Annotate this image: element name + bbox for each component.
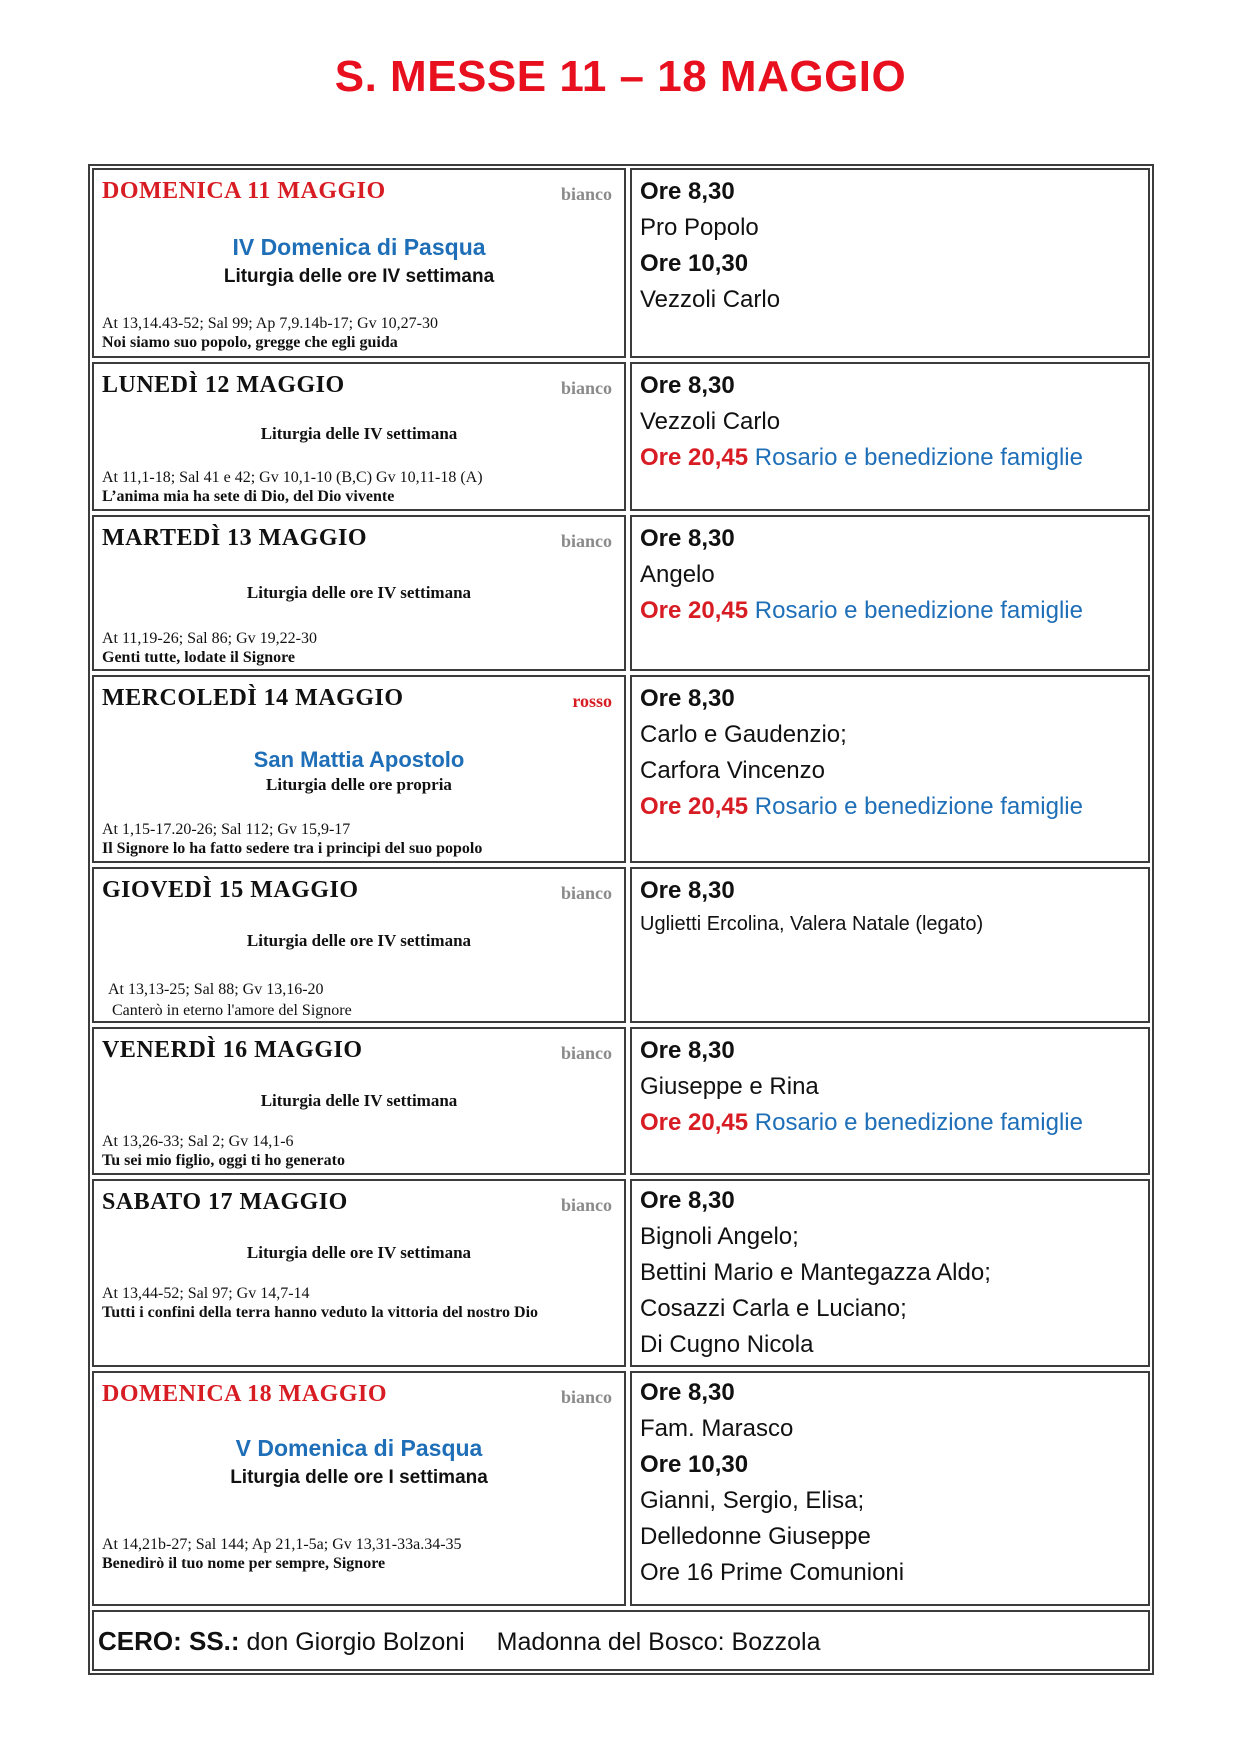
- mass-cell-sabato-17: [630, 1179, 1150, 1367]
- extra-event: Ore 16 Prime Comunioni: [640, 1559, 905, 1586]
- day-cell-mercoledi-14: [92, 675, 626, 863]
- mass-intention: Pro Popolo: [640, 214, 759, 241]
- rosary-time: Ore 20,45: [640, 444, 749, 471]
- feast-title: V Domenica di Pasqua: [235, 1435, 483, 1461]
- mass-intention: Cosazzi Carla e Luciano;: [640, 1295, 907, 1322]
- day-cell-martedi-13: [92, 515, 626, 671]
- day-cell-venerdi-16: [92, 1027, 626, 1175]
- rosary-text: Rosario e benedizione famiglie: [754, 444, 1083, 471]
- mass-cell-lunedi-12: [630, 362, 1150, 511]
- mass-intention: Giuseppe e Rina: [640, 1073, 819, 1100]
- day-cell-lunedi-12: [92, 362, 626, 511]
- rosary-line: [640, 597, 1142, 625]
- mass-cell-venerdi-16: [630, 1027, 1150, 1175]
- mass-cell-mercoledi-14: [630, 675, 1150, 863]
- readings: At 13,13-25; Sal 88; Gv 13,16-20: [108, 981, 324, 998]
- page-title: S. MESSE 11 – 18 MAGGIO: [334, 52, 907, 101]
- liturgical-color: bianco: [560, 883, 612, 903]
- antiphon: Canterò in eterno l'amore del Signore: [112, 1002, 352, 1019]
- readings: At 11,1-18; Sal 41 e 42; Gv 10,1-10 (B,C) Gv 10,11-18 (A): [102, 469, 483, 486]
- mass-intention: Gianni, Sergio, Elisa;: [640, 1487, 865, 1514]
- liturgical-color: bianco: [560, 1195, 612, 1215]
- cero-footer: [92, 1610, 1150, 1671]
- readings: At 1,15-17.20-26; Sal 112; Gv 15,9-17: [102, 821, 351, 838]
- liturgical-color: bianco: [560, 378, 612, 398]
- readings: At 13,26-33; Sal 2; Gv 14,1-6: [102, 1133, 294, 1150]
- mass-cell-giovedi-15: [630, 867, 1150, 1023]
- cero-ss-name: don Giorgio Bolzoni: [246, 1628, 465, 1656]
- mass-time: Ore 10,30: [640, 250, 749, 277]
- mass-intention: Di Cugno Nicola: [640, 1331, 814, 1358]
- rosary-line: [640, 1109, 1142, 1137]
- readings: At 14,21b-27; Sal 144; Ap 21,1-5a; Gv 13,31-33a.34-35: [102, 1536, 462, 1553]
- liturgy-label: Liturgia delle ore IV settimana: [223, 266, 495, 287]
- mass-intention: Bignoli Angelo;: [640, 1223, 799, 1250]
- cero-line: [98, 1626, 820, 1657]
- liturgy-label: Liturgia delle ore IV settimana: [246, 1243, 472, 1262]
- antiphon: L’anima mia ha sete di Dio, del Dio vivente: [102, 488, 395, 505]
- liturgy-label: Liturgia delle ore I settimana: [230, 1467, 488, 1488]
- day-title: DOMENICA 18 MAGGIO: [102, 1381, 387, 1407]
- mass-intention: Angelo: [640, 561, 715, 588]
- liturgical-color: bianco: [560, 184, 612, 204]
- liturgical-color: bianco: [560, 1043, 612, 1063]
- day-cell-giovedi-15: [92, 867, 626, 1023]
- feast-title: IV Domenica di Pasqua: [232, 234, 486, 260]
- rosary-time: Ore 20,45: [640, 1109, 749, 1136]
- antiphon: Tutti i confini della terra hanno veduto la vittoria del nostro Dio: [102, 1304, 539, 1321]
- cero-madonna-label: Madonna del Bosco:: [496, 1628, 725, 1656]
- cero-label: CERO: SS.:: [98, 1626, 240, 1656]
- liturgy-label: Liturgia delle ore IV settimana: [246, 931, 472, 950]
- liturgy-label: Liturgia delle IV settimana: [260, 1091, 458, 1110]
- antiphon: Genti tutte, lodate il Signore: [102, 649, 296, 666]
- readings: At 13,14.43-52; Sal 99; Ap 7,9.14b-17; Gv 10,27-30: [102, 315, 438, 332]
- cero-madonna-name: Bozzola: [731, 1628, 821, 1656]
- mass-intention: Vezzoli Carlo: [640, 408, 781, 435]
- day-title: MERCOLEDÌ 14 MAGGIO: [102, 685, 404, 711]
- mass-cell-martedi-13: [630, 515, 1150, 671]
- liturgy-label: Liturgia delle ore IV settimana: [246, 583, 472, 602]
- day-title: DOMENICA 11 MAGGIO: [102, 178, 386, 204]
- mass-time: Ore 8,30: [640, 372, 735, 399]
- day-cell-domenica-18: [92, 1371, 626, 1606]
- rosary-text: Rosario e benedizione famiglie: [754, 1109, 1083, 1136]
- mass-time: Ore 8,30: [640, 1037, 735, 1064]
- day-title: GIOVEDÌ 15 MAGGIO: [102, 877, 359, 903]
- antiphon: Tu sei mio figlio, oggi ti ho generato: [102, 1152, 345, 1169]
- mass-intention: Carlo e Gaudenzio;: [640, 721, 847, 748]
- mass-time: Ore 8,30: [640, 1187, 735, 1214]
- mass-intention: Carfora Vincenzo: [640, 757, 825, 784]
- mass-time: Ore 10,30: [640, 1451, 749, 1478]
- readings: At 13,44-52; Sal 97; Gv 14,7-14: [102, 1285, 310, 1302]
- rosary-time: Ore 20,45: [640, 793, 749, 820]
- mass-intention: Fam. Marasco: [640, 1415, 794, 1442]
- mass-cell-domenica-11: [630, 168, 1150, 358]
- mass-time: Ore 8,30: [640, 178, 735, 205]
- mass-cell-domenica-18: [630, 1371, 1150, 1606]
- mass-time: Ore 8,30: [640, 1379, 735, 1406]
- antiphon: Il Signore lo ha fatto sedere tra i principi del suo popolo: [102, 840, 483, 857]
- liturgy-label: Liturgia delle IV settimana: [260, 424, 458, 443]
- liturgical-color: bianco: [560, 1387, 612, 1407]
- day-title: VENERDÌ 16 MAGGIO: [102, 1037, 363, 1063]
- day-cell-sabato-17: [92, 1179, 626, 1367]
- mass-time: Ore 8,30: [640, 877, 735, 904]
- rosary-text: Rosario e benedizione famiglie: [754, 597, 1083, 624]
- day-title: LUNEDÌ 12 MAGGIO: [102, 372, 345, 398]
- rosary-line: [640, 444, 1142, 472]
- rosary-line: [640, 793, 1142, 821]
- feast-title: San Mattia Apostolo: [253, 747, 465, 772]
- readings: At 11,19-26; Sal 86; Gv 19,22-30: [102, 630, 317, 647]
- liturgy-label: Liturgia delle ore propria: [266, 775, 452, 794]
- day-title: MARTEDÌ 13 MAGGIO: [102, 525, 367, 551]
- day-title: SABATO 17 MAGGIO: [102, 1189, 348, 1215]
- mass-time: Ore 8,30: [640, 685, 735, 712]
- mass-intention: Bettini Mario e Mantegazza Aldo;: [640, 1259, 991, 1286]
- rosary-text: Rosario e benedizione famiglie: [754, 793, 1083, 820]
- rosary-time: Ore 20,45: [640, 597, 749, 624]
- liturgical-color: bianco: [560, 531, 612, 551]
- mass-intention: Uglietti Ercolina, Valera Natale (legato): [640, 913, 984, 935]
- day-cell-domenica-11: [92, 168, 626, 358]
- antiphon: Noi siamo suo popolo, gregge che egli guida: [102, 334, 398, 351]
- mass-intention: Delledonne Giuseppe: [640, 1523, 871, 1550]
- mass-time: Ore 8,30: [640, 525, 735, 552]
- liturgical-color: rosso: [572, 691, 612, 711]
- mass-intention: Vezzoli Carlo: [640, 286, 781, 313]
- antiphon: Benedirò il tuo nome per sempre, Signore: [102, 1555, 386, 1572]
